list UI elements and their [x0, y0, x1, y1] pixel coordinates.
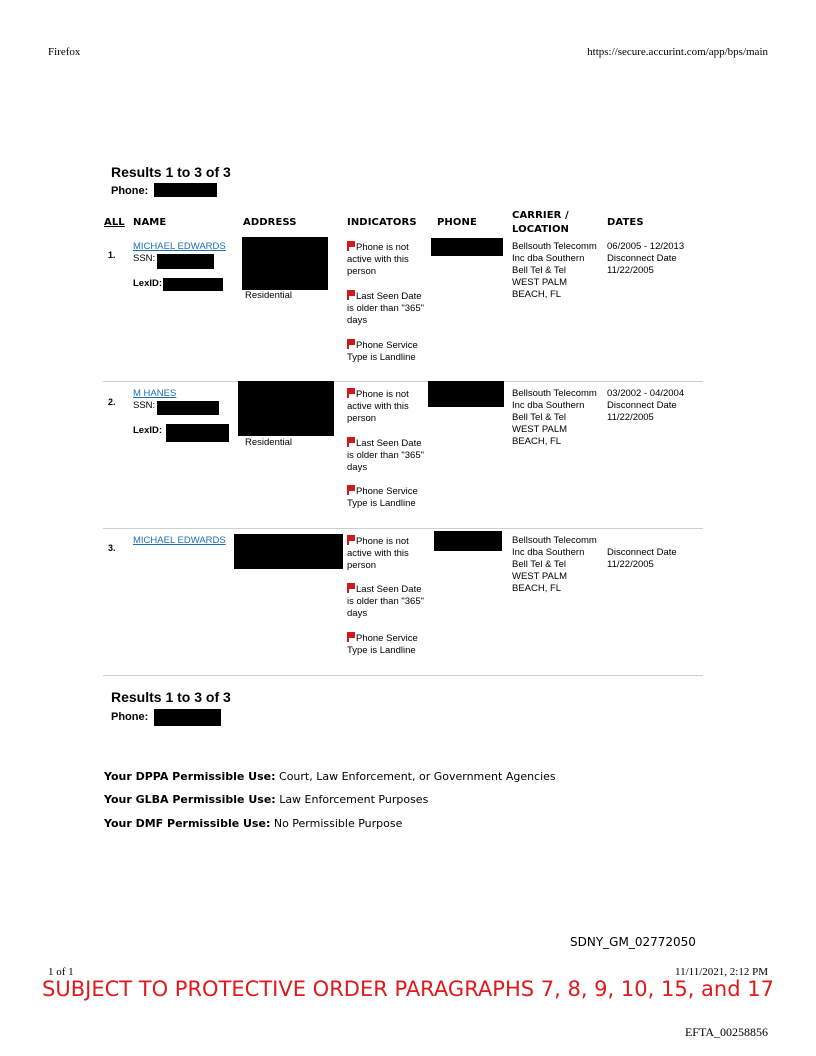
results-count-title: Results 1 to 3 of 3: [111, 164, 231, 180]
person-name-link[interactable]: M HANES: [133, 388, 177, 399]
column-header-phone: PHONE: [437, 217, 477, 228]
column-header-carrier-line2: LOCATION: [512, 224, 570, 235]
flag-icon: [347, 290, 355, 300]
redaction-box: [166, 424, 229, 442]
row-divider: [103, 528, 703, 529]
flag-icon: [347, 485, 355, 495]
phone-label: Phone:: [111, 185, 149, 197]
redaction-box: [154, 183, 217, 197]
row-divider: [103, 675, 703, 676]
efta-number: EFTA_00258856: [684, 1025, 768, 1039]
indicator-item: Last Seen Date is older than "365" days: [347, 584, 424, 620]
flag-icon: [347, 339, 355, 349]
redaction-box: [157, 401, 219, 415]
flag-icon: [347, 535, 355, 545]
indicator-item: Phone is not active with this person: [347, 536, 409, 572]
indicator-item: Last Seen Date is older than "365" days: [347, 291, 424, 327]
redaction-box: [157, 254, 214, 269]
row-divider: [103, 381, 703, 382]
flag-icon: [347, 583, 355, 593]
ssn-label: SSN:: [133, 253, 156, 264]
lexid-label: LexID:: [133, 425, 163, 436]
bates-number: SDNY_GM_02772050: [570, 935, 696, 949]
column-header-carrier-line1: CARRIER /: [512, 210, 569, 221]
phone-label: Phone:: [111, 711, 149, 723]
dppa-permissible-use: Your DPPA Permissible Use: Court, Law Enforcement, or Government Agencies: [104, 770, 556, 783]
redaction-box: [163, 278, 223, 291]
page-url: https://secure.accurint.com/app/bps/main: [587, 46, 768, 58]
row-number: 3.: [108, 543, 116, 553]
dates-cell: Disconnect Date 11/22/2005: [607, 547, 677, 570]
glba-permissible-use: Your GLBA Permissible Use: Law Enforcement Purposes: [104, 793, 429, 806]
carrier-location: Bellsouth Telecomm Inc dba Southern Bell Tel & Tel WEST PALM BEACH, FL: [512, 388, 597, 447]
print-timestamp: 11/11/2021, 2:12 PM: [674, 966, 768, 978]
indicator-item: Phone is not active with this person: [347, 242, 409, 278]
results-count-title: Results 1 to 3 of 3: [111, 689, 231, 705]
flag-icon: [347, 437, 355, 447]
carrier-location: Bellsouth Telecomm Inc dba Southern Bell Tel & Tel WEST PALM BEACH, FL: [512, 241, 597, 300]
select-all-link[interactable]: ALL: [104, 217, 125, 228]
dates-cell: 03/2002 - 04/2004 Disconnect Date 11/22/2005: [607, 388, 685, 423]
redaction-box: [234, 534, 343, 569]
carrier-location: Bellsouth Telecomm Inc dba Southern Bell Tel & Tel WEST PALM BEACH, FL: [512, 535, 597, 594]
redaction-box: [242, 237, 328, 290]
column-header-indicators: INDICATORS: [347, 217, 417, 228]
indicator-item: Phone Service Type is Landline: [347, 633, 418, 657]
page-count: 1 of 1: [48, 966, 74, 978]
redaction-box: [431, 238, 503, 256]
column-header-dates: DATES: [607, 217, 644, 228]
redaction-box: [428, 381, 504, 407]
person-name-link[interactable]: MICHAEL EDWARDS: [133, 535, 226, 546]
protective-order-stamp: SUBJECT TO PROTECTIVE ORDER PARAGRAPHS 7, 8, 9, 10, 15, and 17: [42, 977, 774, 1001]
column-header-name: NAME: [133, 217, 167, 228]
address-type: Residential: [245, 437, 292, 448]
column-header-address: ADDRESS: [243, 217, 297, 228]
indicator-item: Phone is not active with this person: [347, 389, 409, 425]
dmf-permissible-use: Your DMF Permissible Use: No Permissible Purpose: [104, 817, 403, 830]
lexid-label: LexID:: [133, 278, 163, 289]
address-type: Residential: [245, 290, 292, 301]
browser-title: Firefox: [48, 46, 81, 58]
ssn-label: SSN:: [133, 400, 156, 411]
row-number: 1.: [108, 250, 116, 260]
indicator-item: Phone Service Type is Landline: [347, 340, 418, 364]
redaction-box: [154, 709, 221, 726]
redaction-box: [238, 381, 334, 436]
redaction-box: [434, 531, 502, 551]
flag-icon: [347, 388, 355, 398]
indicator-item: Last Seen Date is older than "365" days: [347, 438, 424, 474]
row-number: 2.: [108, 397, 116, 407]
person-name-link[interactable]: MICHAEL EDWARDS: [133, 241, 226, 252]
dates-cell: 06/2005 - 12/2013 Disconnect Date 11/22/2005: [607, 241, 685, 276]
flag-icon: [347, 632, 355, 642]
indicator-item: Phone Service Type is Landline: [347, 486, 418, 510]
flag-icon: [347, 241, 355, 251]
